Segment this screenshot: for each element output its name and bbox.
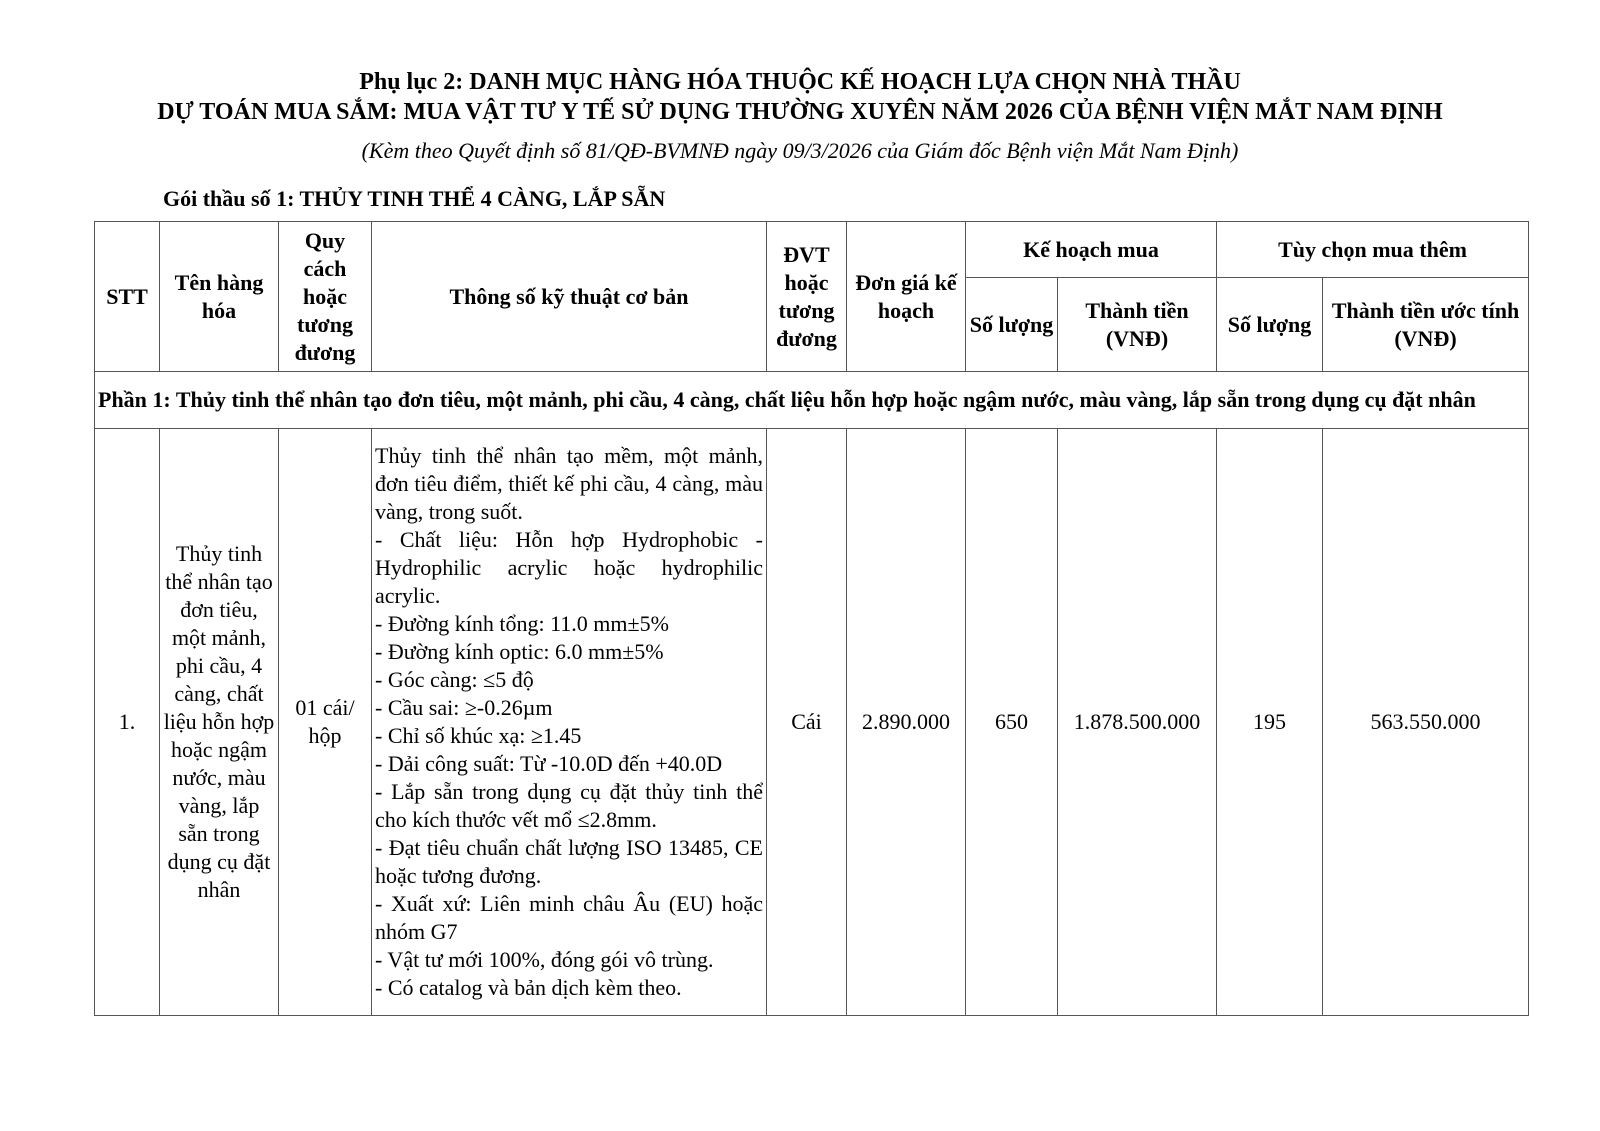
cell-option-amount: 563.550.000 <box>1323 429 1529 1016</box>
document-subject: DỰ TOÁN MUA SẮM: MUA VẬT TƯ Y TẾ SỬ DỤNG THƯỜNG XUYÊN NĂM 2026 CỦA BỆNH VIỆN MẮT NAM ĐỊNH <box>157 99 1443 125</box>
spec-line: - Dải công suất: Từ -10.0D đến +40.0D <box>375 751 723 776</box>
section-title: Phần 1: Thủy tinh thể nhân tạo đơn tiêu, một mảnh, phi cầu, 4 càng, chất liệu hỗn hợp hoặc ngậm nước, màu vàng, lắp sẵn trong dụng cụ đặt nhân <box>95 372 1529 429</box>
header-plan-amount: Thành tiền (VNĐ) <box>1058 278 1217 372</box>
cell-unit-price: 2.890.000 <box>847 429 966 1016</box>
header-specs: Thông số kỹ thuật cơ bản <box>372 222 767 372</box>
package-title: Gói thầu số 1: THỦY TINH THỂ 4 CÀNG, LẮP SẴN <box>163 186 666 211</box>
spec-line: - Xuất xứ: Liên minh châu Âu (EU) hoặc nhóm G7 <box>375 891 763 944</box>
spec-line: - Đạt tiêu chuẩn chất lượng ISO 13485, CE hoặc tương đương. <box>375 835 763 888</box>
cell-plan-qty: 650 <box>966 429 1058 1016</box>
document-reference: (Kèm theo Quyết định số 81/QĐ-BVMNĐ ngày 09/3/2026 của Giám đốc Bệnh viện Mắt Nam Định) <box>361 138 1239 163</box>
cell-stt: 1. <box>95 429 160 1016</box>
header-option-amount: Thành tiền ước tính (VNĐ) <box>1323 278 1529 372</box>
spec-line: - Đường kính optic: 6.0 mm±5% <box>375 639 664 664</box>
spec-line: - Có catalog và bản dịch kèm theo. <box>375 975 682 1000</box>
cell-unit: Cái <box>767 429 847 1016</box>
spec-line: - Vật tư mới 100%, đóng gói vô trùng. <box>375 947 714 972</box>
goods-table <box>94 221 1529 1016</box>
spec-line: - Đường kính tổng: 11.0 mm±5% <box>375 611 669 636</box>
cell-packaging: 01 cái/ hộp <box>279 429 372 1016</box>
header-option-group: Tùy chọn mua thêm <box>1217 222 1529 278</box>
spec-line: Thủy tinh thể nhân tạo mềm, một mảnh, đơn tiêu điểm, thiết kế phi cầu, 4 càng, màu vàng, trong suốt. <box>375 443 763 524</box>
table-row <box>95 429 1529 1016</box>
header-option-qty: Số lượng <box>1217 278 1323 372</box>
header-packaging: Quy cách hoặc tương đương <box>279 222 372 372</box>
spec-line: - Chất liệu: Hỗn hợp Hydrophobic - Hydrophilic acrylic hoặc hydrophilic acrylic. <box>375 527 763 608</box>
spec-line: - Cầu sai: ≥-0.26µm <box>375 695 553 720</box>
cell-option-qty: 195 <box>1217 429 1323 1016</box>
spec-line: - Góc càng: ≤5 độ <box>375 667 534 692</box>
header-plan-group: Kế hoạch mua <box>966 222 1217 278</box>
header-plan-qty: Số lượng <box>966 278 1058 372</box>
header-stt: STT <box>95 222 160 372</box>
header-row-group <box>95 222 1529 278</box>
section-row <box>95 372 1529 429</box>
header-unit-price: Đơn giá kế hoạch <box>847 222 966 372</box>
header-name: Tên hàng hóa <box>160 222 279 372</box>
cell-specs <box>372 429 767 1016</box>
spec-line: - Lắp sẵn trong dụng cụ đặt thủy tinh thể cho kích thước vết mổ ≤2.8mm. <box>375 779 763 832</box>
cell-plan-amount: 1.878.500.000 <box>1058 429 1217 1016</box>
document-title: Phụ lục 2: DANH MỤC HÀNG HÓA THUỘC KẾ HOẠCH LỰA CHỌN NHÀ THẦU <box>359 69 1241 95</box>
cell-name: Thủy tinh thể nhân tạo đơn tiêu, một mảnh, phi cầu, 4 càng, chất liệu hỗn hợp hoặc ngậm nước, màu vàng, lắp sẵn trong dụng cụ đặt nhân <box>160 429 279 1016</box>
spec-line: - Chỉ số khúc xạ: ≥1.45 <box>375 723 582 748</box>
header-unit: ĐVT hoặc tương đương <box>767 222 847 372</box>
